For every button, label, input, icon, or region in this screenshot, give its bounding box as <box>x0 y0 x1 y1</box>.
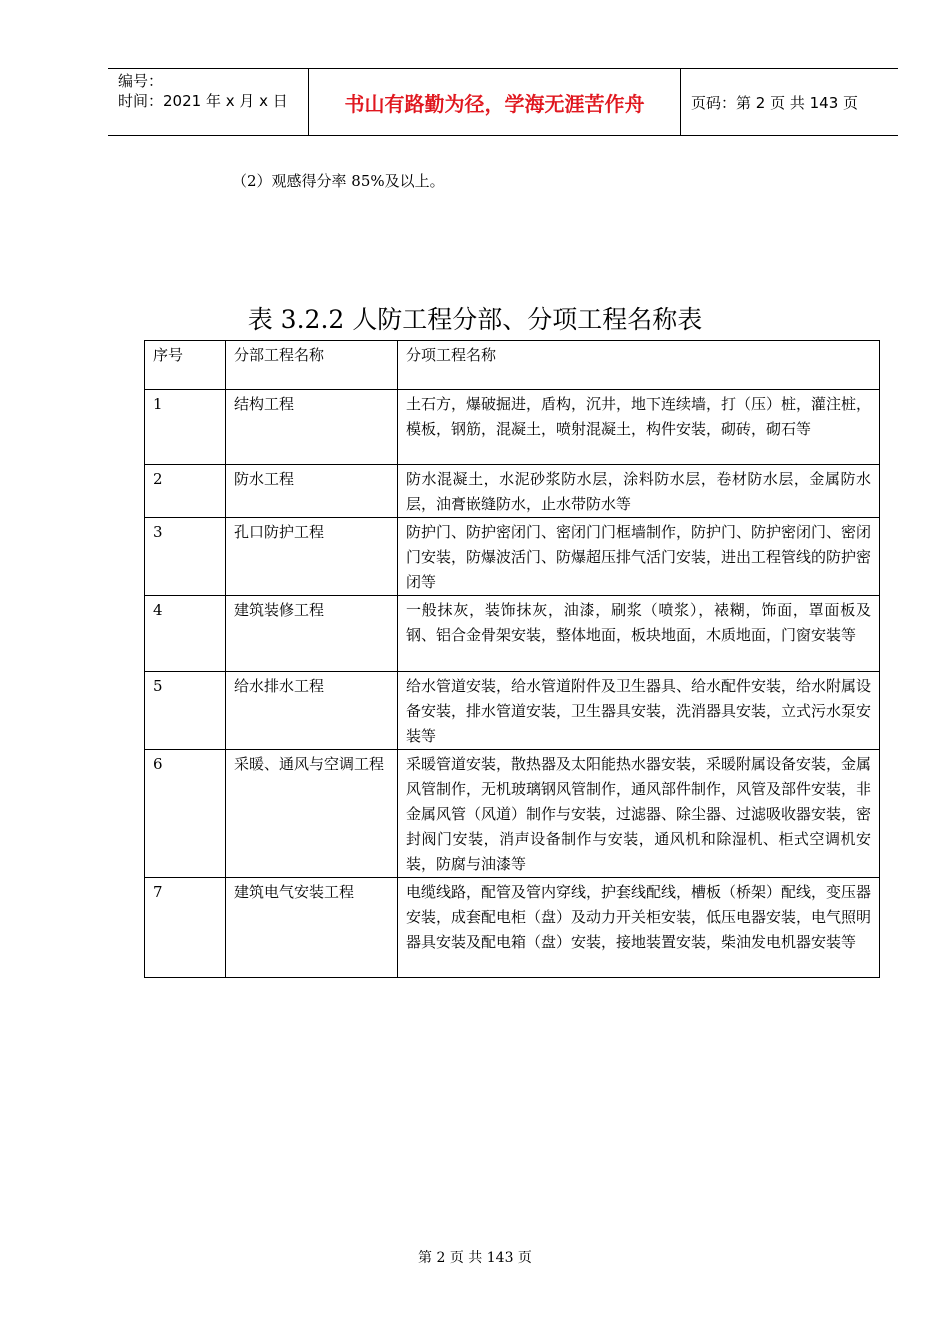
project-names-table <box>144 340 880 978</box>
row-number: 6 <box>145 750 226 878</box>
page-number-label: 页码：第 2 页 共 143 页 <box>691 93 859 112</box>
header-left-cell <box>108 69 308 135</box>
table-row <box>145 465 880 518</box>
motto-text: 书山有路勤为径，学海无涯苦作舟 <box>344 91 645 116</box>
document-header <box>108 68 898 136</box>
table-row <box>145 390 880 465</box>
table-caption: 表 3.2.2 人防工程分部、分项工程名称表 <box>247 305 703 334</box>
row-number: 4 <box>145 596 226 672</box>
row-number: 5 <box>145 672 226 750</box>
row-items: 一般抹灰，装饰抹灰，油漆，刷浆（喷浆），裱糊，饰面，罩面板及钢、铝合金骨架安装，整体地面，板块地面，木质地面，门窗安装等 <box>398 596 880 672</box>
page-footer: 第 2 页 共 143 页 <box>418 1250 532 1266</box>
table-row <box>145 672 880 750</box>
row-items: 采暖管道安装，散热器及太阳能热水器安装，采暖附属设备安装，金属风管制作，无机玻璃钢风管制作，通风部件制作，风管及部件安装，非金属风管（风道）制作与安装，过滤器、除尘器、过滤吸收器安装，密封阀门安装，消声设备制作与安装，通风机和除湿机、柜式空调机安装，防腐与油漆等 <box>398 750 880 878</box>
row-division: 建筑装修工程 <box>226 596 398 672</box>
table-row <box>145 596 880 672</box>
page-number-cell <box>681 69 898 135</box>
header-cell-division: 分部工程名称 <box>226 341 398 390</box>
row-items: 给水管道安装，给水管道附件及卫生器具、给水配件安装，给水附属设备安装，排水管道安装，卫生器具安装，洗消器具安装，立式污水泵安装等 <box>398 672 880 750</box>
time-label: 时间：2021 年 x 月 x 日 <box>118 92 288 110</box>
row-items: 电缆线路，配管及管内穿线，护套线配线，槽板（桥架）配线，变压器安装，成套配电柜（盘）及动力开关柜安装，低压电器安装，电气照明器具安装及配电箱（盘）安装，接地装置安装，柴油发电机器安装等 <box>398 878 880 978</box>
table-row <box>145 878 880 978</box>
row-number: 1 <box>145 390 226 465</box>
row-number: 3 <box>145 518 226 596</box>
row-division: 防水工程 <box>226 465 398 518</box>
table-row <box>145 750 880 878</box>
row-items: 防水混凝土，水泥砂浆防水层，涂料防水层，卷材防水层，金属防水层，油膏嵌缝防水，止水带防水等 <box>398 465 880 518</box>
row-division: 建筑电气安装工程 <box>226 878 398 978</box>
observation-paragraph: （2）观感得分率 85%及以上。 <box>232 172 445 190</box>
table-header-row <box>145 341 880 390</box>
row-number: 7 <box>145 878 226 978</box>
header-cell-no: 序号 <box>145 341 226 390</box>
motto-cell <box>308 69 681 135</box>
row-items: 土石方，爆破掘进，盾构，沉井，地下连续墙，打（压）桩，灌注桩，模板，钢筋，混凝土，喷射混凝土，构件安装，砌砖，砌石等 <box>398 390 880 465</box>
row-division: 给水排水工程 <box>226 672 398 750</box>
row-division: 采暖、通风与空调工程 <box>226 750 398 878</box>
number-label: 编号： <box>118 72 164 90</box>
table-row <box>145 518 880 596</box>
row-number: 2 <box>145 465 226 518</box>
header-cell-items: 分项工程名称 <box>398 341 880 390</box>
row-division: 结构工程 <box>226 390 398 465</box>
row-division: 孔口防护工程 <box>226 518 398 596</box>
row-items: 防护门、防护密闭门、密闭门门框墙制作，防护门、防护密闭门、密闭门安装，防爆波活门、防爆超压排气活门安装，进出工程管线的防护密闭等 <box>398 518 880 596</box>
